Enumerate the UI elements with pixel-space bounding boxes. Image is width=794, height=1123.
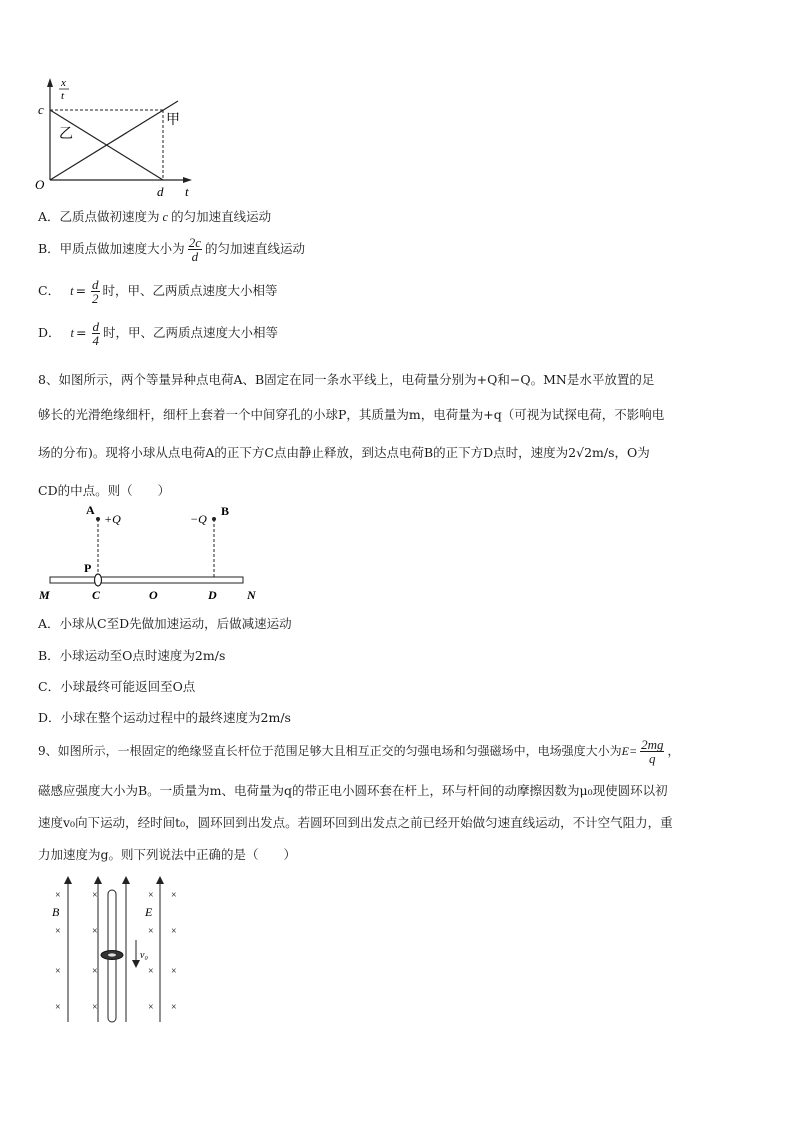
q7-option-c: C． t = $\frac{d}{2}$ 时，甲、乙两质点速度大小相等	[38, 277, 278, 306]
q8-stem-line2: 够长的光滑绝缘细杆，细杆上套着一个中间穿孔的小球P，其质量为m，电荷量为+q（可视为试探电荷，不影响电	[38, 407, 665, 422]
field-cross-13: ×	[171, 890, 177, 901]
rod-mn	[50, 577, 243, 583]
q8-stem-line1: 8、如图所示，两个等量异种点电荷A、B固定在同一条水平线上，电荷量分别为+Q和−Q。MN是水平放置的足	[38, 372, 655, 387]
t-axis-label: t	[185, 184, 189, 198]
label-c: C	[92, 588, 101, 602]
q8-option-a: A．小球从C至D先做加速运动，后做减速运动	[38, 616, 292, 631]
label-b: B	[221, 504, 230, 518]
q9-stem-line4: 力加速度为g。则下列说法中正确的是（ ）	[38, 847, 297, 862]
field-cross-15: ×	[171, 966, 177, 977]
field-cross-1: ×	[55, 890, 61, 901]
ring-hole	[108, 953, 116, 956]
field-cross-11: ×	[148, 966, 154, 977]
y-axis-arrow	[47, 78, 53, 87]
label-m: M	[39, 588, 50, 602]
q8-stem-line4: CD的中点。则（ ）	[38, 483, 171, 498]
q7-xt-graph	[30, 72, 200, 198]
field-cross-9: ×	[148, 890, 154, 901]
field-cross-8: ×	[92, 1002, 98, 1013]
q8-option-c: C．小球最终可能返回至O点	[38, 679, 196, 694]
label-plus-q: +Q	[104, 512, 121, 526]
fraction-d-over-2: $\frac{d}{2}$	[92, 277, 99, 306]
field-cross-14: ×	[171, 926, 177, 937]
x-axis-arrow	[183, 177, 192, 183]
label-minus-q: −Q	[190, 512, 207, 526]
yi-label: 乙	[59, 127, 73, 142]
charge-b-dot	[212, 517, 216, 521]
q7-option-a: A．乙质点做初速度为 c 的匀加速直线运动	[38, 209, 272, 224]
field-cross-12: ×	[148, 1002, 154, 1013]
label-a: A	[86, 503, 95, 517]
field-cross-7: ×	[92, 966, 98, 977]
field-cross-3: ×	[55, 966, 61, 977]
q8-stem-line3: 场的分布)。现将小球从点电荷A的正下方C点由静止释放，到达点电荷B的正下方D点时，速度为2√2m/s，O为	[38, 445, 650, 460]
label-v0: v₀	[140, 950, 148, 961]
q9-stem-line3: 速度v₀向下运动，经时间t₀，圆环回到出发点。若圆环回到出发点之前已经开始做匀速直线运动，不计空气阻力，重	[38, 815, 673, 830]
jia-label: 甲	[166, 113, 180, 128]
ball-p	[95, 574, 102, 586]
fraction-2c-over-d: $\frac{2c}{d}$	[188, 235, 201, 264]
q8-option-b: B．小球运动至O点时速度为2m/s	[38, 648, 226, 663]
q8-charges-rod-figure	[34, 502, 274, 602]
field-cross-2: ×	[55, 926, 61, 937]
fraction-d-over-4: $\frac{d}{4}$	[92, 319, 99, 348]
label-o: O	[149, 588, 158, 602]
charge-a-dot	[96, 517, 100, 521]
label-n: N	[247, 588, 256, 602]
y-axis-num: x	[61, 77, 66, 89]
q9-field-rod-figure	[40, 872, 200, 1026]
q7-option-b: B．甲质点做加速度大小为 $\frac{2c}{d}$ 的匀加速直线运动	[38, 235, 305, 264]
d-label: d	[157, 184, 164, 198]
q7-option-d: D． t = $\frac{d}{4}$ 时，甲、乙两质点速度大小相等	[38, 319, 279, 348]
c-label: c	[38, 102, 44, 117]
label-d: D	[208, 588, 217, 602]
q9-stem-line2: 磁感应强度大小为B。一质量为m、电荷量为q的带正电小圆环套在杆上，环与杆间的动摩擦因数为μ₀现使圆环以初	[38, 783, 668, 798]
field-cross-10: ×	[148, 926, 154, 937]
y-axis-den: t	[61, 90, 65, 102]
field-cross-5: ×	[92, 890, 98, 901]
field-cross-6: ×	[92, 926, 98, 937]
origin-label: O	[35, 177, 45, 192]
label-b: B	[52, 905, 60, 919]
field-cross-16: ×	[171, 1002, 177, 1013]
fraction-2mg-over-q: $\frac{2mg}{q}$	[641, 737, 664, 766]
q9-stem-line1: 9、如图所示，一根固定的绝缘竖直长杆位于范围足够大且相互正交的匀强电场和匀强磁场中，电场强度大小为E= $\frac{2mg}{q}$ ，	[38, 737, 680, 766]
q8-option-d: D．小球在整个运动过程中的最终速度为2m/s	[38, 710, 291, 725]
field-cross-4: ×	[55, 1002, 61, 1013]
label-p: P	[84, 561, 92, 575]
label-e: E	[145, 905, 153, 919]
